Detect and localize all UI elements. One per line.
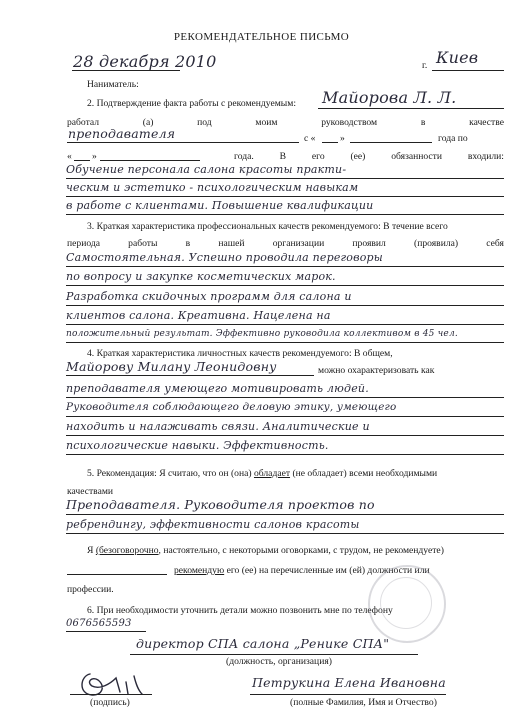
date-handwritten: 28 декабря 2010 xyxy=(73,52,217,71)
s2-from-open: с « xyxy=(304,133,316,144)
page-title: РЕКОМЕНДАТЕЛЬНОЕ ПИСЬМО xyxy=(173,31,350,43)
signature-caption: (подпись) xyxy=(90,697,130,708)
s2-row4-word: В xyxy=(279,151,287,162)
s2-row2-word: моим xyxy=(255,117,278,128)
stamp-seal xyxy=(368,565,446,643)
s3-row2-word: в xyxy=(185,238,191,249)
city-prefix: г. xyxy=(422,60,428,71)
s4-can-text: можно охарактеризовать как xyxy=(318,365,435,376)
s3-row2-word: (проявила) xyxy=(414,238,459,249)
s4-name-handwritten: Майорову Милану Леонидовну xyxy=(66,359,277,374)
signer-position-caption: (должность, организация) xyxy=(226,656,332,667)
s3-hw-line-5: положительный результат. Эффективно руководила коллективом в 45 чел. xyxy=(66,329,458,339)
s2-from-mid: » xyxy=(340,133,345,144)
s3-rule-5 xyxy=(66,342,504,343)
s5-qualities: качествами xyxy=(67,486,114,497)
s2-row4-word: входили: xyxy=(467,151,504,162)
s4-hw-line-1: преподавателя умеющего мотивировать людей. xyxy=(66,382,369,395)
s4-rule-2 xyxy=(66,416,504,417)
employer-label: Наниматель: xyxy=(87,79,139,90)
s6-phone-handwritten: 0676565593 xyxy=(66,618,132,629)
s2-row4-open: « xyxy=(67,151,72,162)
s5-row-a-rest: , настоятельно, с некоторыми оговорками, с трудом, не рекомендуете) xyxy=(158,545,444,556)
s2-from-day-line xyxy=(322,142,338,143)
s2-row2-word: в xyxy=(420,117,426,128)
s2-year-to: года по xyxy=(438,133,468,144)
s5-lead-row xyxy=(87,468,437,480)
s5-rule-2 xyxy=(66,533,504,534)
s2-row4-word: года. xyxy=(234,151,254,162)
s4-hw-line-4: психологические навыки. Эффективность. xyxy=(66,439,329,452)
s3-hw-line-2: по вопросу и закупке косметических марок. xyxy=(66,270,336,283)
s2-to-month-line xyxy=(100,160,200,161)
s2-row2-word: (а) xyxy=(142,117,154,128)
s2-from-month-line xyxy=(350,142,432,143)
s5-lead-a: 5. Рекомендация: Я считаю, что он (она) xyxy=(87,468,252,479)
s3-row2 xyxy=(67,238,504,250)
signature-scribble xyxy=(76,668,146,700)
s4-hw-line-3: находить и налаживать связи. Аналитические и xyxy=(66,420,370,433)
s2-to-day-line xyxy=(74,160,90,161)
s5-hw-line-2: ребрендингу, эффективности салонов красоты xyxy=(66,518,360,531)
s5-hw-line-1: Преподавателя. Руководителя проектов по xyxy=(66,497,375,512)
s2-lead: 2. Подтверждение факта работы с рекомендуемым: xyxy=(87,98,296,109)
s3-row2-word: себя xyxy=(486,238,504,249)
signer-name-handwritten: Петрукина Елена Ивановна xyxy=(252,675,446,690)
s5-has-selected: обладает xyxy=(253,468,291,479)
s2-row2-word: руководством xyxy=(321,117,378,128)
s2-duties-line-2: ческим и эстетико - психологическим навыкам xyxy=(66,181,359,194)
s2-row4-word: обязанности xyxy=(391,151,443,162)
signer-name-line xyxy=(250,694,446,695)
s3-row2-word: нашей xyxy=(218,238,245,249)
city-handwritten: Киев xyxy=(436,48,479,67)
s5-row-a-selected: (безоговорочно xyxy=(95,545,159,556)
s2-duties-line-3: в работе с клиентами. Повышение квалификации xyxy=(66,199,374,212)
s2-duties-rule-2 xyxy=(66,196,504,197)
s3-lead: 3. Краткая характеристика профессиональных качеств рекомендуемого: В течение всего xyxy=(87,221,448,232)
s2-row4-mid: » xyxy=(92,151,97,162)
s2-row4-word: его xyxy=(311,151,325,162)
s2-name-handwritten: Майорова Л. Л. xyxy=(322,88,457,107)
s2-row4-word: (ее) xyxy=(350,151,366,162)
s5-blank-line xyxy=(67,574,167,575)
s2-position-line xyxy=(67,142,299,143)
signer-position-line xyxy=(130,654,418,655)
s5-professions: профессии. xyxy=(67,584,114,595)
s2-name-line xyxy=(318,108,504,109)
s3-rule-3 xyxy=(66,305,504,306)
s5-row-a-pre: Я xyxy=(87,545,94,556)
s4-hw-line-2: Руководителя соблюдающего деловую этику, умеющего xyxy=(66,401,397,413)
s3-rule-2 xyxy=(66,285,504,286)
s3-hw-line-1: Самостоятельная. Успешно проводила переговоры xyxy=(66,251,383,264)
s6-lead: 6. При необходимости уточнить детали можно позвонить мне по телефону xyxy=(87,605,393,616)
s3-row2-word: проявил xyxy=(352,238,386,249)
s5-rule-1 xyxy=(66,514,504,515)
s2-row4-rest xyxy=(234,151,504,163)
signer-name-caption: (полные Фамилия, Имя и Отчество) xyxy=(290,697,437,708)
s5-row-a xyxy=(87,545,444,557)
s4-name-line xyxy=(66,375,314,376)
s5-row-b-rest: его (ее) на перечисленные им (ей) должности или xyxy=(226,565,430,576)
date-line xyxy=(72,70,180,71)
s3-row2-word: работы xyxy=(128,238,158,249)
s3-rule-4 xyxy=(66,324,504,325)
s4-rule-4 xyxy=(66,454,504,455)
s2-position-handwritten: преподавателя xyxy=(68,126,176,141)
s2-row2-word: работал xyxy=(67,117,100,128)
signature-line xyxy=(70,694,152,695)
s3-row2-word: организации xyxy=(272,238,325,249)
s3-row2-word: периода xyxy=(67,238,100,249)
s3-hw-line-3: Разработка скидочных программ для салона и xyxy=(66,290,352,303)
s5-recommend: рекомендую xyxy=(174,565,225,576)
s6-phone-line xyxy=(66,631,146,632)
s3-hw-line-4: клиентов салона. Креативна. Нацелена на xyxy=(66,309,331,322)
signer-position-handwritten: директор СПА салона „Ренике СПА" xyxy=(136,636,390,651)
stamp-inner-ring xyxy=(380,577,432,629)
s5-lead-b: (не обладает) всеми необходимыми xyxy=(292,468,438,479)
s3-rule-1 xyxy=(66,266,504,267)
s4-rule-3 xyxy=(66,435,504,436)
s2-duties-line-1: Обучение персонала салона красоты практи- xyxy=(66,163,347,176)
s2-row2-word: качестве xyxy=(469,117,504,128)
s2-row2-word: под xyxy=(197,117,212,128)
s4-lead: 4. Краткая характеристика личностных качеств рекомендуемого: В общем, xyxy=(87,348,393,359)
s2-duties-rule-1 xyxy=(66,178,504,179)
s4-rule-1 xyxy=(66,397,504,398)
s2-duties-rule-3 xyxy=(66,214,504,215)
city-line xyxy=(432,70,504,71)
